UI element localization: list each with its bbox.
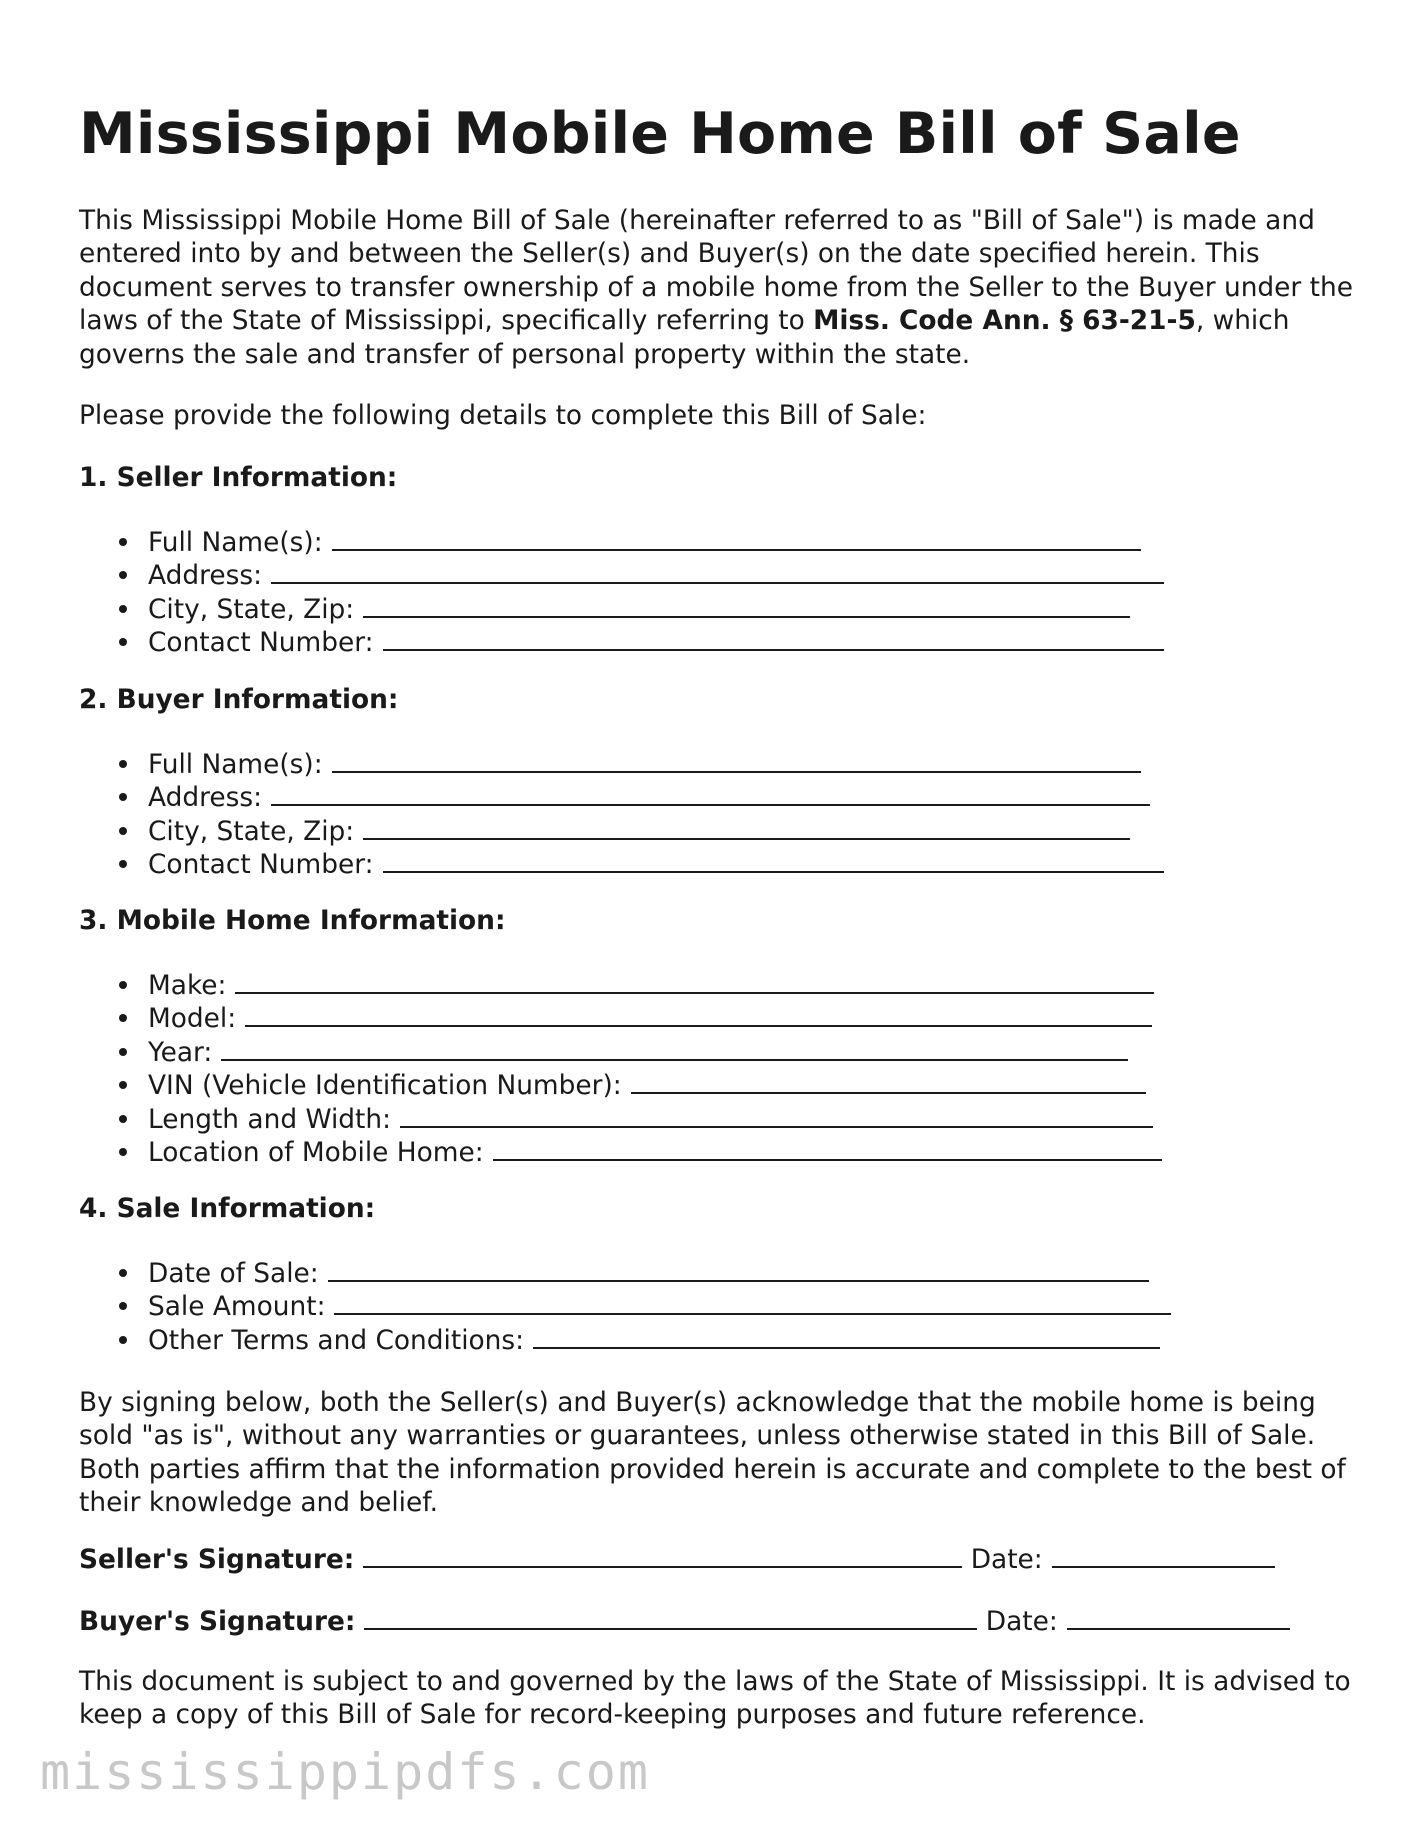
seller-field-list bbox=[119, 523, 1164, 657]
seller-city-state-zip-field bbox=[119, 590, 1164, 623]
field-label: VIN (Vehicle Identification Number): bbox=[148, 1070, 622, 1102]
buyer-signature-label: Buyer's Signature: bbox=[79, 1606, 356, 1637]
model-field bbox=[119, 999, 1162, 1035]
make-blank[interactable] bbox=[235, 966, 1154, 994]
mobile-home-field-list bbox=[119, 966, 1162, 1166]
seller-date-label: Date: bbox=[970, 1544, 1043, 1575]
seller-full-name-field bbox=[119, 523, 1164, 556]
length-width-blank[interactable] bbox=[400, 1100, 1153, 1128]
sale-amount-field bbox=[119, 1287, 1171, 1323]
seller-city-state-zip-blank[interactable] bbox=[363, 590, 1130, 618]
field-label: Address: bbox=[148, 782, 262, 814]
model-blank[interactable] bbox=[245, 999, 1152, 1027]
buyer-field-list bbox=[119, 745, 1164, 879]
section-heading-mobile-home: 3. Mobile Home Information: bbox=[79, 905, 506, 936]
field-label: Date of Sale: bbox=[148, 1258, 319, 1289]
buyer-address-field bbox=[119, 778, 1164, 814]
year-blank[interactable] bbox=[221, 1033, 1128, 1061]
statute-citation: Miss. Code Ann. § 63-21-5 bbox=[813, 305, 1196, 337]
buyer-contact-number-blank[interactable] bbox=[383, 845, 1164, 873]
other-terms-blank[interactable] bbox=[533, 1321, 1160, 1349]
field-label: Contact Number: bbox=[148, 849, 374, 881]
intro-paragraph bbox=[79, 204, 1354, 371]
buyer-date-blank[interactable] bbox=[1067, 1602, 1290, 1630]
vin-blank[interactable] bbox=[631, 1066, 1146, 1094]
buyer-city-state-zip-field bbox=[119, 812, 1164, 845]
seller-date-blank[interactable] bbox=[1052, 1540, 1275, 1568]
sale-amount-blank[interactable] bbox=[334, 1287, 1171, 1315]
date-of-sale-field bbox=[119, 1254, 1171, 1287]
seller-address-field bbox=[119, 556, 1164, 592]
acknowledgement-paragraph: By signing below, both the Seller(s) and Buyer(s) acknowledge that the mobile home is being sold "as is", without any warranties or guarantees, unless otherwise stated in this Bill of Sale. Both parties affirm that the information provided herein is accurate and complete to the best of their knowledge and belief. bbox=[79, 1387, 1346, 1519]
field-label: City, State, Zip: bbox=[148, 815, 355, 847]
field-label: Full Name(s): bbox=[148, 527, 323, 558]
field-label: Length and Width: bbox=[148, 1103, 392, 1135]
field-label: Contact Number: bbox=[148, 627, 374, 659]
other-terms-field bbox=[119, 1321, 1171, 1354]
field-label: Other Terms and Conditions: bbox=[148, 1324, 525, 1356]
buyer-city-state-zip-blank[interactable] bbox=[363, 812, 1130, 840]
section-heading-seller: 1. Seller Information: bbox=[79, 462, 398, 493]
intro-text-end: , which governs the sale and transfer of personal property within the state. bbox=[79, 305, 1290, 370]
length-width-field bbox=[119, 1100, 1162, 1133]
make-field bbox=[119, 966, 1162, 999]
seller-contact-number-blank[interactable] bbox=[383, 623, 1164, 651]
field-label: Year: bbox=[148, 1036, 213, 1068]
vin-field bbox=[119, 1066, 1162, 1102]
field-label: Model: bbox=[148, 1003, 237, 1035]
seller-contact-number-field bbox=[119, 623, 1164, 659]
location-blank[interactable] bbox=[493, 1133, 1162, 1161]
seller-signature-row bbox=[79, 1540, 1275, 1576]
field-label: Make: bbox=[148, 970, 227, 1001]
buyer-contact-number-field bbox=[119, 845, 1164, 881]
sale-field-list bbox=[119, 1254, 1171, 1354]
location-field bbox=[119, 1133, 1162, 1166]
buyer-date-label: Date: bbox=[985, 1606, 1058, 1637]
seller-address-blank[interactable] bbox=[271, 556, 1164, 584]
buyer-full-name-field bbox=[119, 745, 1164, 778]
governing-law-notice: This document is subject to and governed by the laws of the State of Mississippi. It is advised to keep a copy of this Bill of Sale for record-keeping purposes and future reference. bbox=[79, 1666, 1351, 1731]
buyer-signature-row bbox=[79, 1602, 1290, 1638]
year-field bbox=[119, 1033, 1162, 1066]
seller-signature-label: Seller's Signature: bbox=[79, 1544, 355, 1575]
field-label: City, State, Zip: bbox=[148, 593, 355, 625]
buyer-full-name-blank[interactable] bbox=[332, 745, 1141, 773]
buyer-address-blank[interactable] bbox=[271, 778, 1150, 806]
field-label: Sale Amount: bbox=[148, 1291, 326, 1323]
seller-full-name-blank[interactable] bbox=[332, 523, 1141, 551]
buyer-signature-blank[interactable] bbox=[364, 1602, 977, 1630]
section-heading-buyer: 2. Buyer Information: bbox=[79, 684, 399, 715]
intro-text: This Mississippi Mobile Home Bill of Sale (hereinafter referred to as "Bill of Sale") is made and entered into by and between the Seller(s) and Buyer(s) on the date specified herein. This document serves to transfer ownership of a mobile home from the Seller to the Buyer under the laws of the State of Mississippi, specifically referring to bbox=[79, 205, 1353, 337]
section-heading-sale: 4. Sale Information: bbox=[79, 1193, 376, 1224]
field-label: Address: bbox=[148, 560, 262, 592]
instruction-text: Please provide the following details to complete this Bill of Sale: bbox=[79, 400, 927, 431]
field-label: Location of Mobile Home: bbox=[148, 1136, 484, 1168]
field-label: Full Name(s): bbox=[148, 749, 323, 780]
seller-signature-blank[interactable] bbox=[363, 1540, 962, 1568]
site-watermark: mississippipdfs.com bbox=[40, 1743, 650, 1801]
date-of-sale-blank[interactable] bbox=[328, 1254, 1149, 1282]
document-title: Mississippi Mobile Home Bill of Sale bbox=[79, 101, 1241, 167]
